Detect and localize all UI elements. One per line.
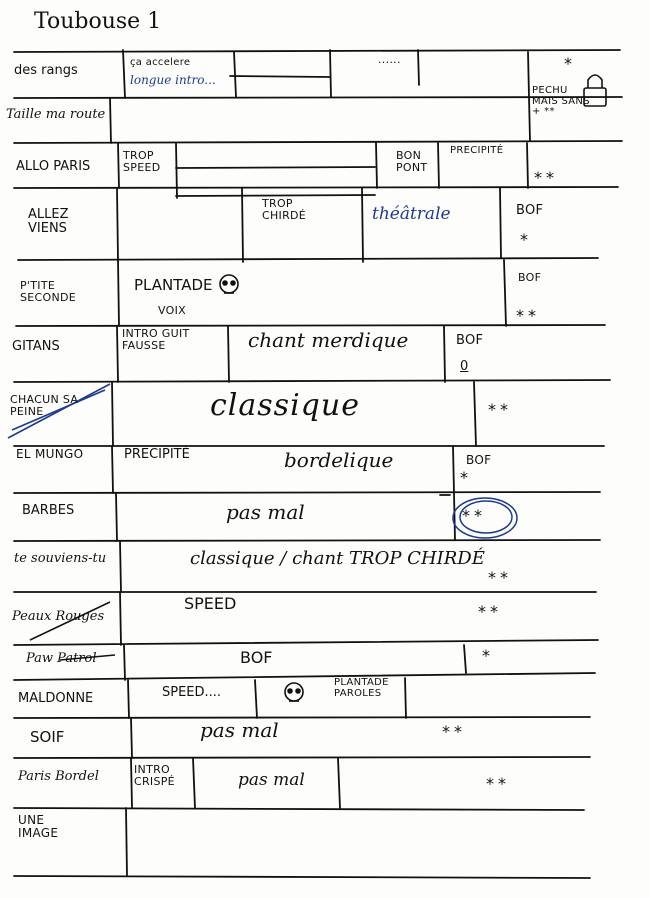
note-cell: longue intro... (130, 73, 216, 87)
note-cell: PLANTADE (134, 276, 213, 294)
rating: ** (534, 168, 558, 187)
rating: * (520, 230, 532, 249)
rating: ** (486, 774, 510, 793)
song-name: GITANS (12, 339, 60, 354)
note-cell: PLANTADE PAROLES (334, 677, 389, 699)
song-name: SOIF (30, 728, 65, 746)
song-name: UNE IMAGE (18, 813, 59, 840)
song-name: ALLEZ VIENS (28, 207, 69, 236)
song-name: des rangs (14, 63, 78, 78)
song-name: BARBES (22, 503, 75, 518)
rating: ** (488, 400, 512, 419)
rating: * (482, 646, 494, 665)
song-name: CHACUN SA PEINE (10, 393, 79, 418)
rating: PECHU MAIS SANS + ** (532, 85, 590, 117)
note-cell: ça accelere (130, 57, 191, 68)
note-cell: TROP CHIRDÉ (262, 197, 307, 222)
rating: ** (488, 568, 512, 587)
song-name: MALDONNE (18, 691, 94, 706)
rating: ** (442, 722, 466, 741)
song-name: Paw Patrol (26, 651, 97, 666)
note-cell: SPEED (184, 594, 237, 613)
note-cell: VOIX (158, 304, 186, 317)
note-cell: INTRO GUIT FAUSSE (122, 327, 190, 352)
page-title: Toubouse 1 (34, 9, 162, 34)
note-cell: bordelique (284, 448, 394, 472)
song-name: Peaux Rouges (12, 609, 105, 624)
rating-word: BOF (466, 453, 492, 467)
note-cell: PRECIPITÉ (124, 447, 190, 462)
rating: ** (478, 602, 502, 621)
rating-word: BOF (516, 203, 544, 218)
rating: ** (516, 306, 540, 325)
note-cell: classique (210, 388, 360, 423)
rating-word: BOF (518, 271, 542, 284)
note-cell: classique / chant TROP CHIRDÉ (190, 548, 485, 569)
rating: 0 (460, 359, 469, 374)
song-name: P'TITE SECONDE (20, 279, 77, 304)
song-name: EL MUNGO (16, 447, 84, 461)
note-cell: pas mal (238, 770, 305, 790)
rating: ** (462, 506, 486, 525)
note-cell: pas mal (200, 718, 279, 742)
note-cell: théâtrale (372, 204, 451, 224)
note-cell: BON PONT (396, 149, 428, 174)
song-name: te souviens-tu (14, 551, 107, 566)
rating: * (460, 468, 472, 487)
note-cell: PRECIPITÉ (450, 145, 504, 156)
song-name: ALLO PARIS (16, 159, 91, 174)
note-cell: BOF (240, 648, 273, 667)
note-cell: TROP SPEED (123, 149, 161, 174)
note-cell: SPEED.... (162, 685, 222, 700)
note-cell: ...... (378, 53, 401, 66)
song-name: Taille ma route (6, 107, 106, 122)
note-cell: pas mal (226, 500, 305, 524)
rating-word: BOF (456, 333, 484, 348)
note-cell: chant merdique (248, 328, 409, 352)
note-cell: INTRO CRISPÉ (134, 763, 175, 788)
rating: * (564, 54, 576, 73)
song-name: Paris Bordel (18, 769, 99, 784)
